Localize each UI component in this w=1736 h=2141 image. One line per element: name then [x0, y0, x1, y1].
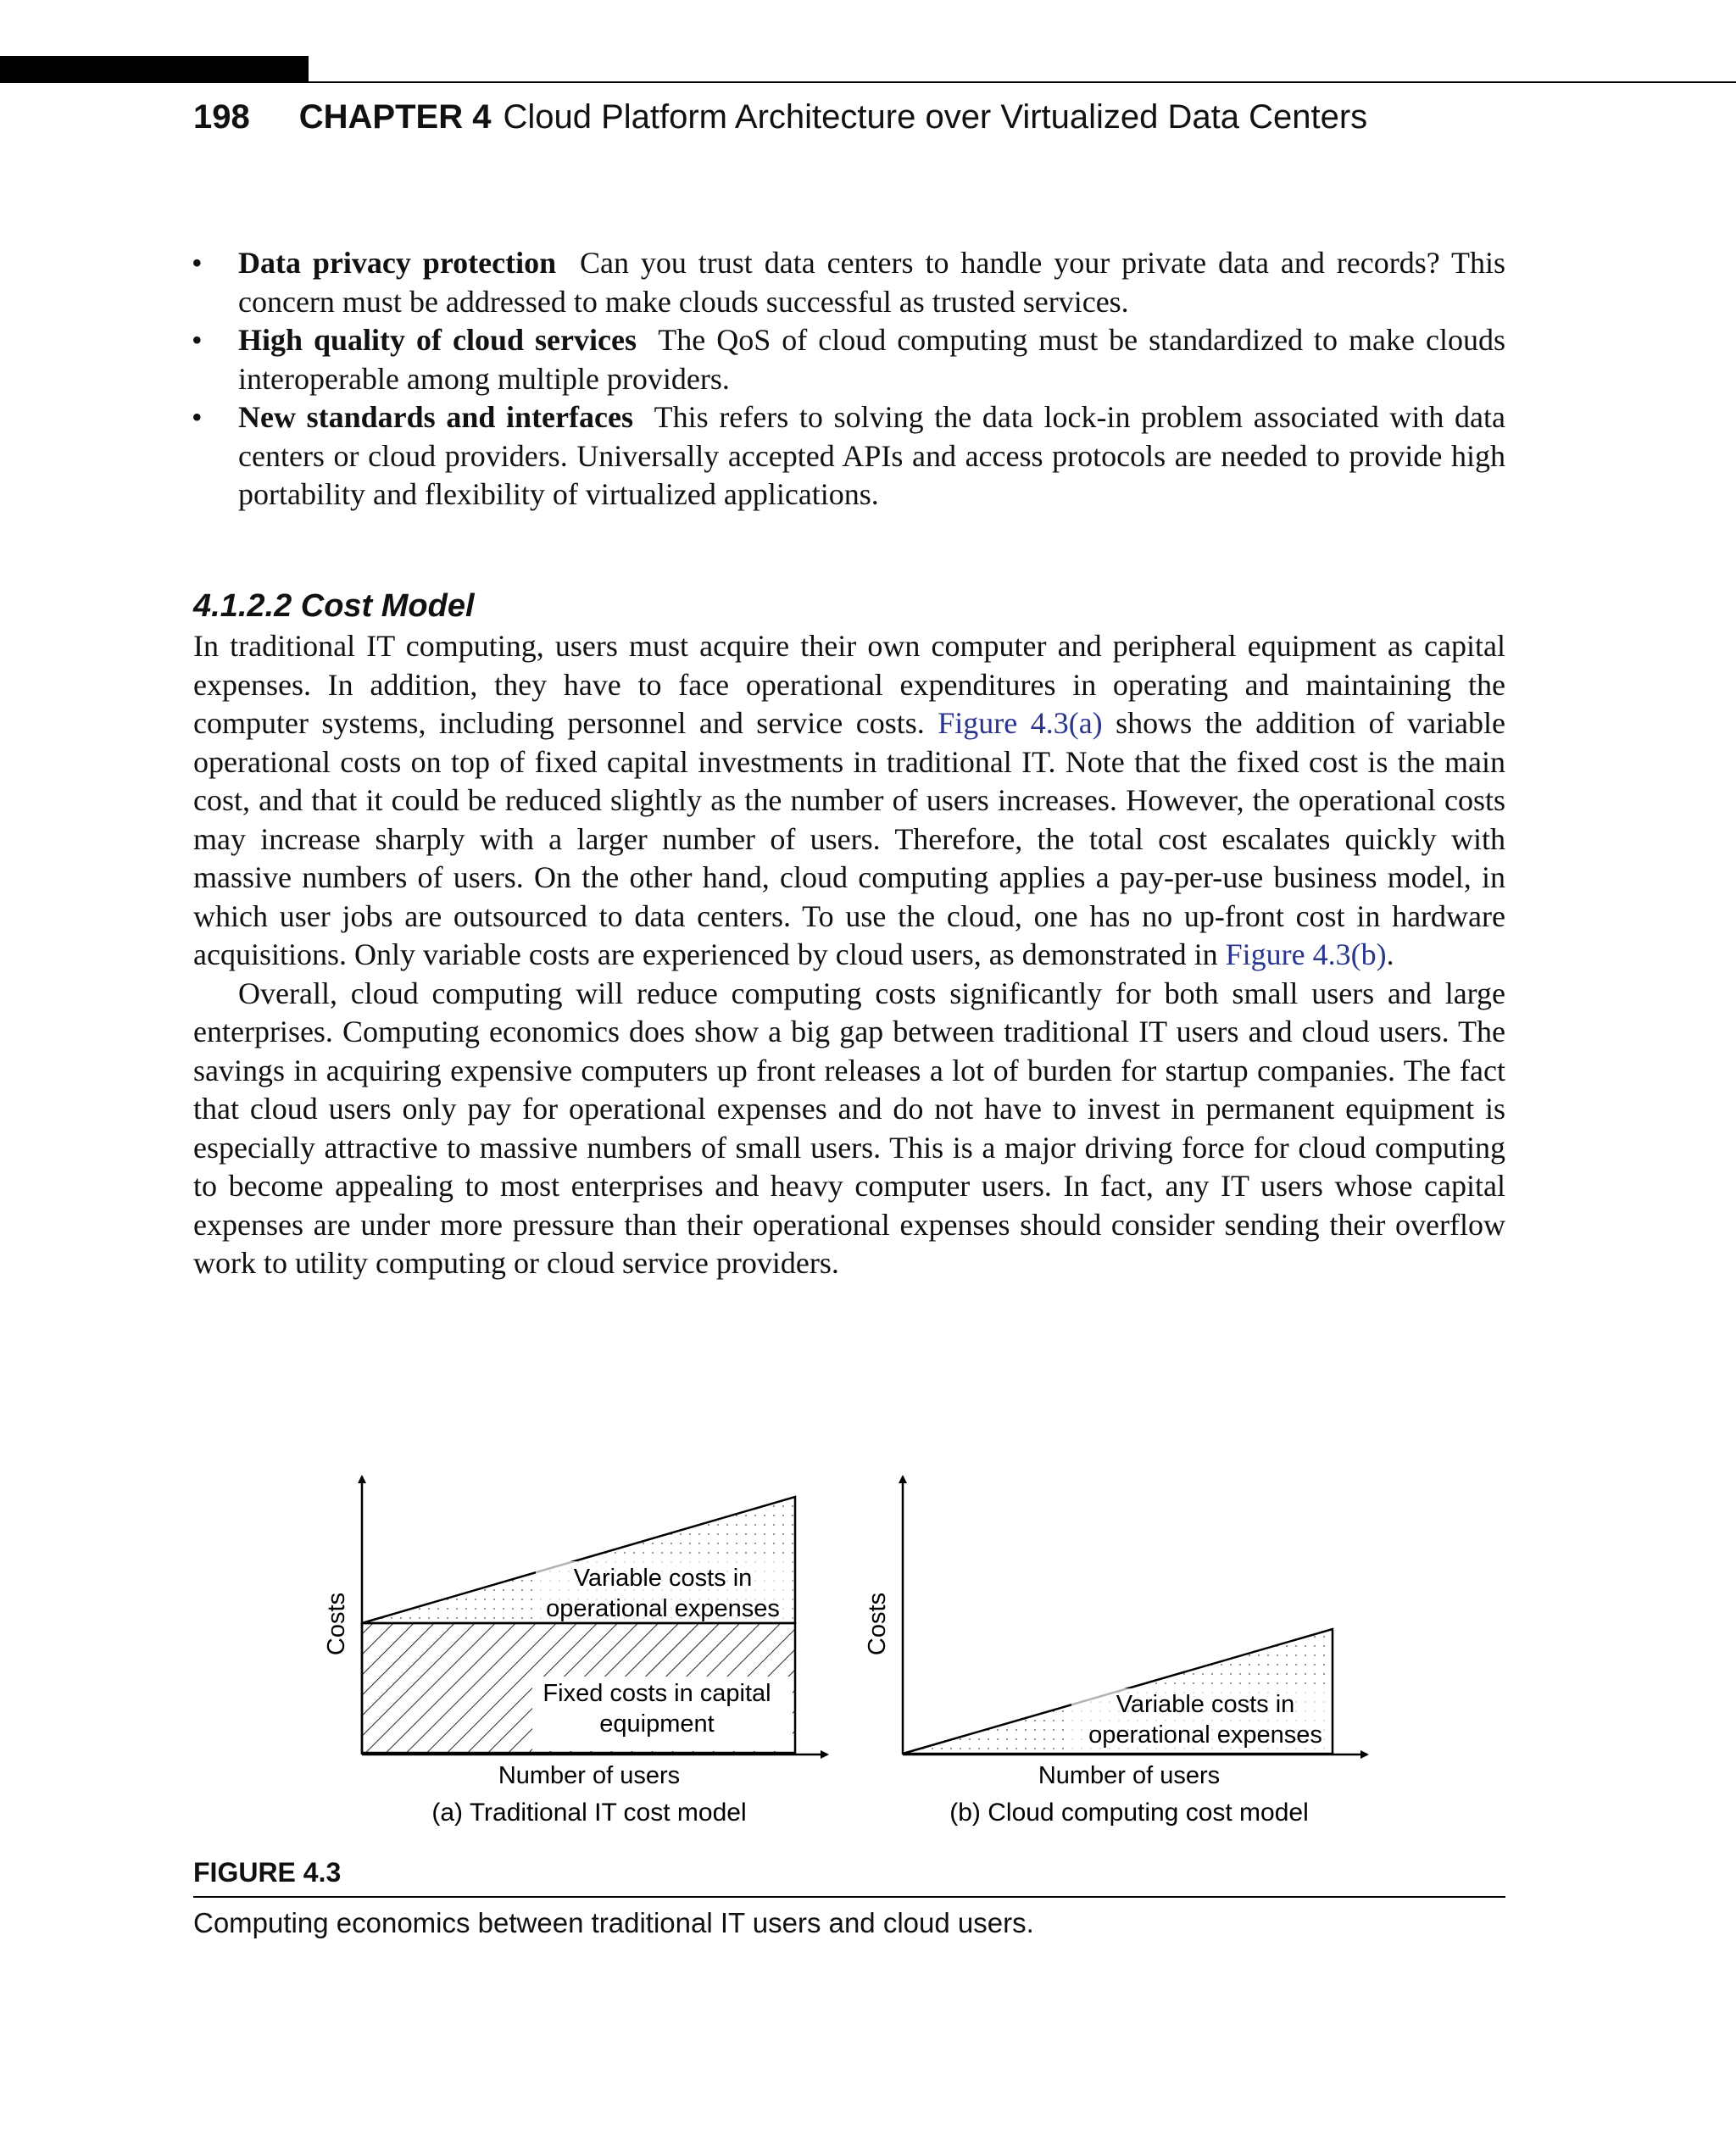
- panel-a-y-label: Costs: [323, 1592, 350, 1656]
- panel-a-fixed-label-1: Fixed costs in capital: [542, 1680, 771, 1707]
- bullet-term: New standards and interfaces: [238, 400, 633, 434]
- panel-a: [323, 1476, 827, 1827]
- bullet-item: [192, 244, 1505, 321]
- panel-a-title: (a) Traditional IT cost model: [431, 1799, 747, 1827]
- cost-model-diagram: [305, 1466, 1390, 1856]
- section-heading: 4.1.2.2 Cost Model: [193, 588, 475, 624]
- paragraph-2: Overall, cloud computing will reduce computing costs significantly for both small users and large enterprises. Computing economics does show a big gap between traditional IT users and cloud users. The savings in acquiring expensive computers up front releases a lot of burden for startup companies. The fact that cloud users only pay for operational expenses and do not have to invest in permanent equipment is especially attractive to massive numbers of small users. This is a major driving force for cloud computing to become appealing to most enterprises and heavy computer users. In fact, any IT users whose capital expenses are under more pressure than their operational expenses should consider sending their overflow work to utility computing or cloud service providers.: [193, 976, 1505, 1280]
- chapter-title: Cloud Platform Architecture over Virtualized Data Centers: [503, 98, 1368, 136]
- header-rule: [309, 81, 1736, 83]
- running-head: [193, 93, 1367, 141]
- bullet-text: This refers to solving the data lock-in problem associated with data centers or cloud providers. Universally accepted APIs and access protocols are needed to provide high portability and flexibility of virtualized applications.: [238, 400, 1505, 511]
- figure-4-3: [305, 1466, 1390, 1856]
- section-body: [193, 627, 1505, 1283]
- bullet-text: Can you trust data centers to handle your private data and records? This concern must be addressed to make clouds successful as trusted services.: [238, 246, 1506, 319]
- panel-b: [864, 1476, 1367, 1827]
- panel-b-variable-label-2: operational expenses: [1088, 1721, 1322, 1749]
- figure-4-3a-link[interactable]: Figure 4.3(a): [938, 706, 1103, 740]
- panel-a-variable-label-1: Variable costs in: [573, 1565, 753, 1592]
- panel-a-fixed-label-2: equipment: [599, 1710, 715, 1738]
- panel-b-title: (b) Cloud computing cost model: [949, 1799, 1309, 1827]
- figure-caption-rule: [193, 1896, 1505, 1898]
- chapter-label: CHAPTER 4: [298, 98, 492, 136]
- panel-b-variable-label-1: Variable costs in: [1116, 1691, 1295, 1718]
- bullet-item: [192, 398, 1505, 514]
- panel-b-y-label: Costs: [864, 1592, 891, 1656]
- panel-a-x-label: Number of users: [498, 1762, 681, 1789]
- bullet-term: Data privacy protection: [238, 246, 557, 280]
- bullet-text: The QoS of cloud computing must be standardized to make clouds interoperable among multiple providers.: [238, 323, 1505, 396]
- header-bar: [0, 56, 309, 83]
- figure-caption: Computing economics between traditional IT users and cloud users.: [193, 1907, 1034, 1938]
- bullet-list: [192, 244, 1505, 514]
- bullet-term: High quality of cloud services: [238, 323, 637, 357]
- paragraph-1-part-1: In traditional IT computing, users must acquire their own computer and peripheral equipment as capital expenses. In addition, they have to face operational expenditures in operating and maintaining the computer systems, including personnel and service costs.: [193, 629, 1505, 740]
- bullet-item: [192, 321, 1505, 398]
- figure-4-3b-link[interactable]: Figure 4.3(b): [1225, 937, 1387, 971]
- paragraph-1-part-2: shows the addition of variable operational costs on top of fixed capital investments in traditional IT. Note that the fixed cost is the main cost, and that it could be reduced slightly as the number of users increases. However, the operational costs may increase sharply with a larger number of users. Therefore, the total cost escalates quickly with massive numbers of users. On the other hand, cloud computing applies a pay-per-use business model, in which user jobs are outsourced to data centers. To use the cloud, one has no up-front cost in hardware acquisitions. Only variable costs are experienced by cloud users, as demonstrated in: [193, 706, 1506, 971]
- panel-a-variable-label-2: operational expenses: [546, 1595, 780, 1622]
- figure-label: FIGURE 4.3: [193, 1857, 342, 1888]
- paragraph-1-part-3: .: [1386, 937, 1394, 971]
- panel-b-x-label: Number of users: [1038, 1762, 1221, 1789]
- paragraph-1: [193, 627, 1505, 975]
- page-number: 198: [193, 98, 250, 136]
